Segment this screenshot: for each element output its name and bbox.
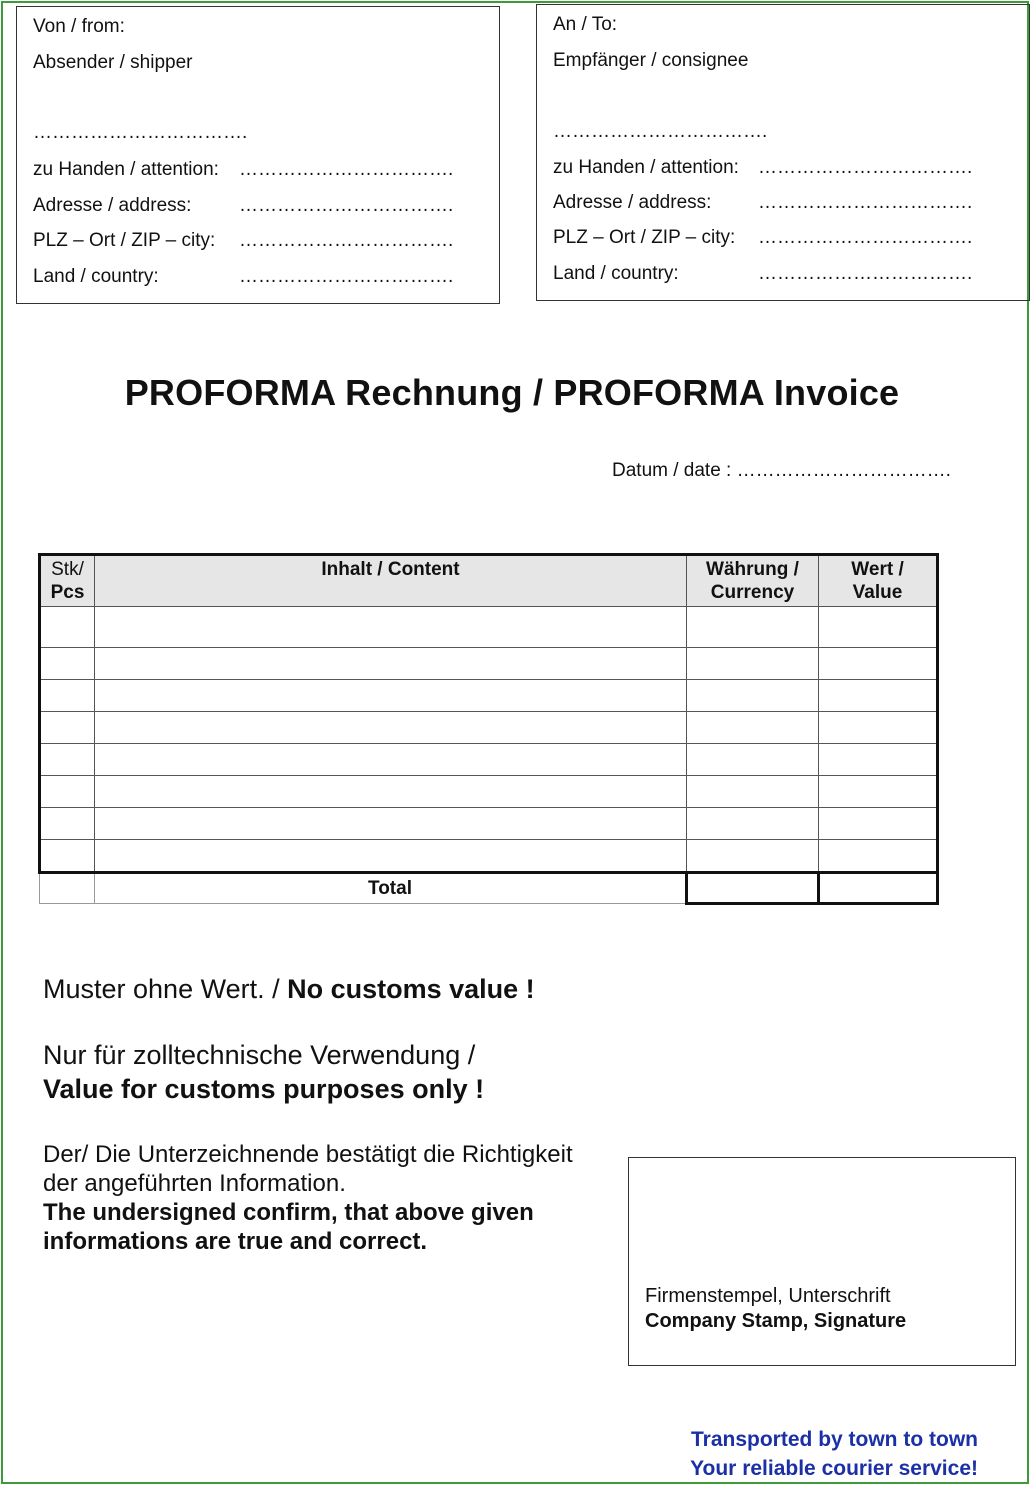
cell-value[interactable] [819, 776, 938, 808]
cell-currency[interactable] [687, 776, 819, 808]
cell-currency[interactable] [687, 680, 819, 712]
recipient-country-field[interactable]: ……………………………. [758, 263, 973, 284]
sender-attention-label: zu Handen / attention: [33, 159, 219, 180]
sender-name-field[interactable]: ……………………………. [33, 122, 248, 143]
cell-value[interactable] [819, 712, 938, 744]
cell-value[interactable] [819, 648, 938, 680]
cell-content[interactable] [95, 776, 687, 808]
table-row [40, 680, 938, 712]
cell-pcs[interactable] [40, 776, 95, 808]
total-label: Total [95, 873, 687, 904]
recipient-heading: An / To: [553, 14, 618, 35]
sender-country-label: Land / country: [33, 266, 159, 287]
goods-table [38, 553, 939, 905]
col-header-content: Inhalt / Content [95, 555, 687, 607]
sender-zip-field[interactable]: ……………………………. [239, 230, 454, 251]
stamp-signature-box[interactable] [628, 1157, 1016, 1366]
total-value-cell[interactable] [819, 873, 938, 904]
stamp-label-de: Firmenstempel, Unterschrift [645, 1285, 891, 1307]
sender-address-field[interactable]: ……………………………. [239, 195, 454, 216]
cell-content[interactable] [95, 712, 687, 744]
table-row [40, 607, 938, 648]
cell-currency[interactable] [687, 648, 819, 680]
cell-content[interactable] [95, 607, 687, 648]
cell-pcs[interactable] [40, 744, 95, 776]
cell-currency[interactable] [687, 744, 819, 776]
recipient-name-field[interactable]: ……………………………. [553, 121, 768, 142]
table-row [40, 808, 938, 840]
cell-pcs[interactable] [40, 607, 95, 648]
cell-pcs[interactable] [40, 712, 95, 744]
confirmation-text: Der/ Die Unterzeichnende bestätigt die Richtigkeit der angeführten Information. The undersigned confirm, that above given informations are true and correct. [43, 1141, 573, 1255]
cell-value[interactable] [819, 680, 938, 712]
sender-role: Absender / shipper [33, 52, 193, 73]
cell-pcs[interactable] [40, 808, 95, 840]
cell-value[interactable] [819, 744, 938, 776]
table-row [40, 744, 938, 776]
total-pcs-cell [40, 873, 95, 904]
sender-heading: Von / from: [33, 16, 125, 37]
stamp-label-en: Company Stamp, Signature [645, 1310, 907, 1332]
cell-pcs[interactable] [40, 648, 95, 680]
cell-content[interactable] [95, 680, 687, 712]
cell-currency[interactable] [687, 808, 819, 840]
cell-value[interactable] [819, 840, 938, 873]
col-header-currency: Währung / Currency [687, 555, 819, 607]
cell-currency[interactable] [687, 607, 819, 648]
sender-address-label: Adresse / address: [33, 195, 192, 216]
cell-currency[interactable] [687, 712, 819, 744]
cell-content[interactable] [95, 808, 687, 840]
cell-pcs[interactable] [40, 680, 95, 712]
customs-note-de: Nur für zolltechnische Verwendung / [43, 1040, 476, 1070]
document-title: PROFORMA Rechnung / PROFORMA Invoice [124, 372, 900, 413]
recipient-attention-field[interactable]: ……………………………. [758, 157, 973, 178]
recipient-address-field[interactable]: ……………………………. [758, 192, 973, 213]
table-row [40, 840, 938, 873]
no-value-note: Muster ohne Wert. / No customs value ! [43, 974, 535, 1004]
cell-content[interactable] [95, 840, 687, 873]
recipient-box [536, 4, 1030, 301]
sender-zip-label: PLZ – Ort / ZIP – city: [33, 230, 216, 251]
footer-tagline-1: Transported by town to town [691, 1428, 978, 1451]
sender-country-field[interactable]: ……………………………. [239, 266, 454, 287]
cell-content[interactable] [95, 648, 687, 680]
customs-note-en: Value for customs purposes only ! [43, 1074, 485, 1104]
recipient-attention-label: zu Handen / attention: [553, 157, 739, 178]
col-header-pcs: Stk/ Pcs [40, 555, 95, 607]
cell-value[interactable] [819, 607, 938, 648]
table-row [40, 776, 938, 808]
recipient-address-label: Adresse / address: [553, 192, 712, 213]
sender-attention-field[interactable]: ……………………………. [239, 159, 454, 180]
cell-currency[interactable] [687, 840, 819, 873]
table-row [40, 648, 938, 680]
recipient-country-label: Land / country: [553, 263, 679, 284]
recipient-zip-label: PLZ – Ort / ZIP – city: [553, 227, 736, 248]
total-row [40, 873, 938, 904]
cell-pcs[interactable] [40, 840, 95, 873]
total-currency-cell[interactable] [687, 873, 819, 904]
footer-tagline-2: Your reliable courier service! [690, 1457, 978, 1480]
table-row [40, 712, 938, 744]
col-header-value: Wert / Value [819, 555, 938, 607]
recipient-role: Empfänger / consignee [553, 50, 749, 71]
recipient-zip-field[interactable]: ……………………………. [758, 227, 973, 248]
date-field[interactable]: Datum / date : ……………………………. [612, 460, 951, 481]
cell-value[interactable] [819, 808, 938, 840]
cell-content[interactable] [95, 744, 687, 776]
sender-box [16, 6, 500, 304]
